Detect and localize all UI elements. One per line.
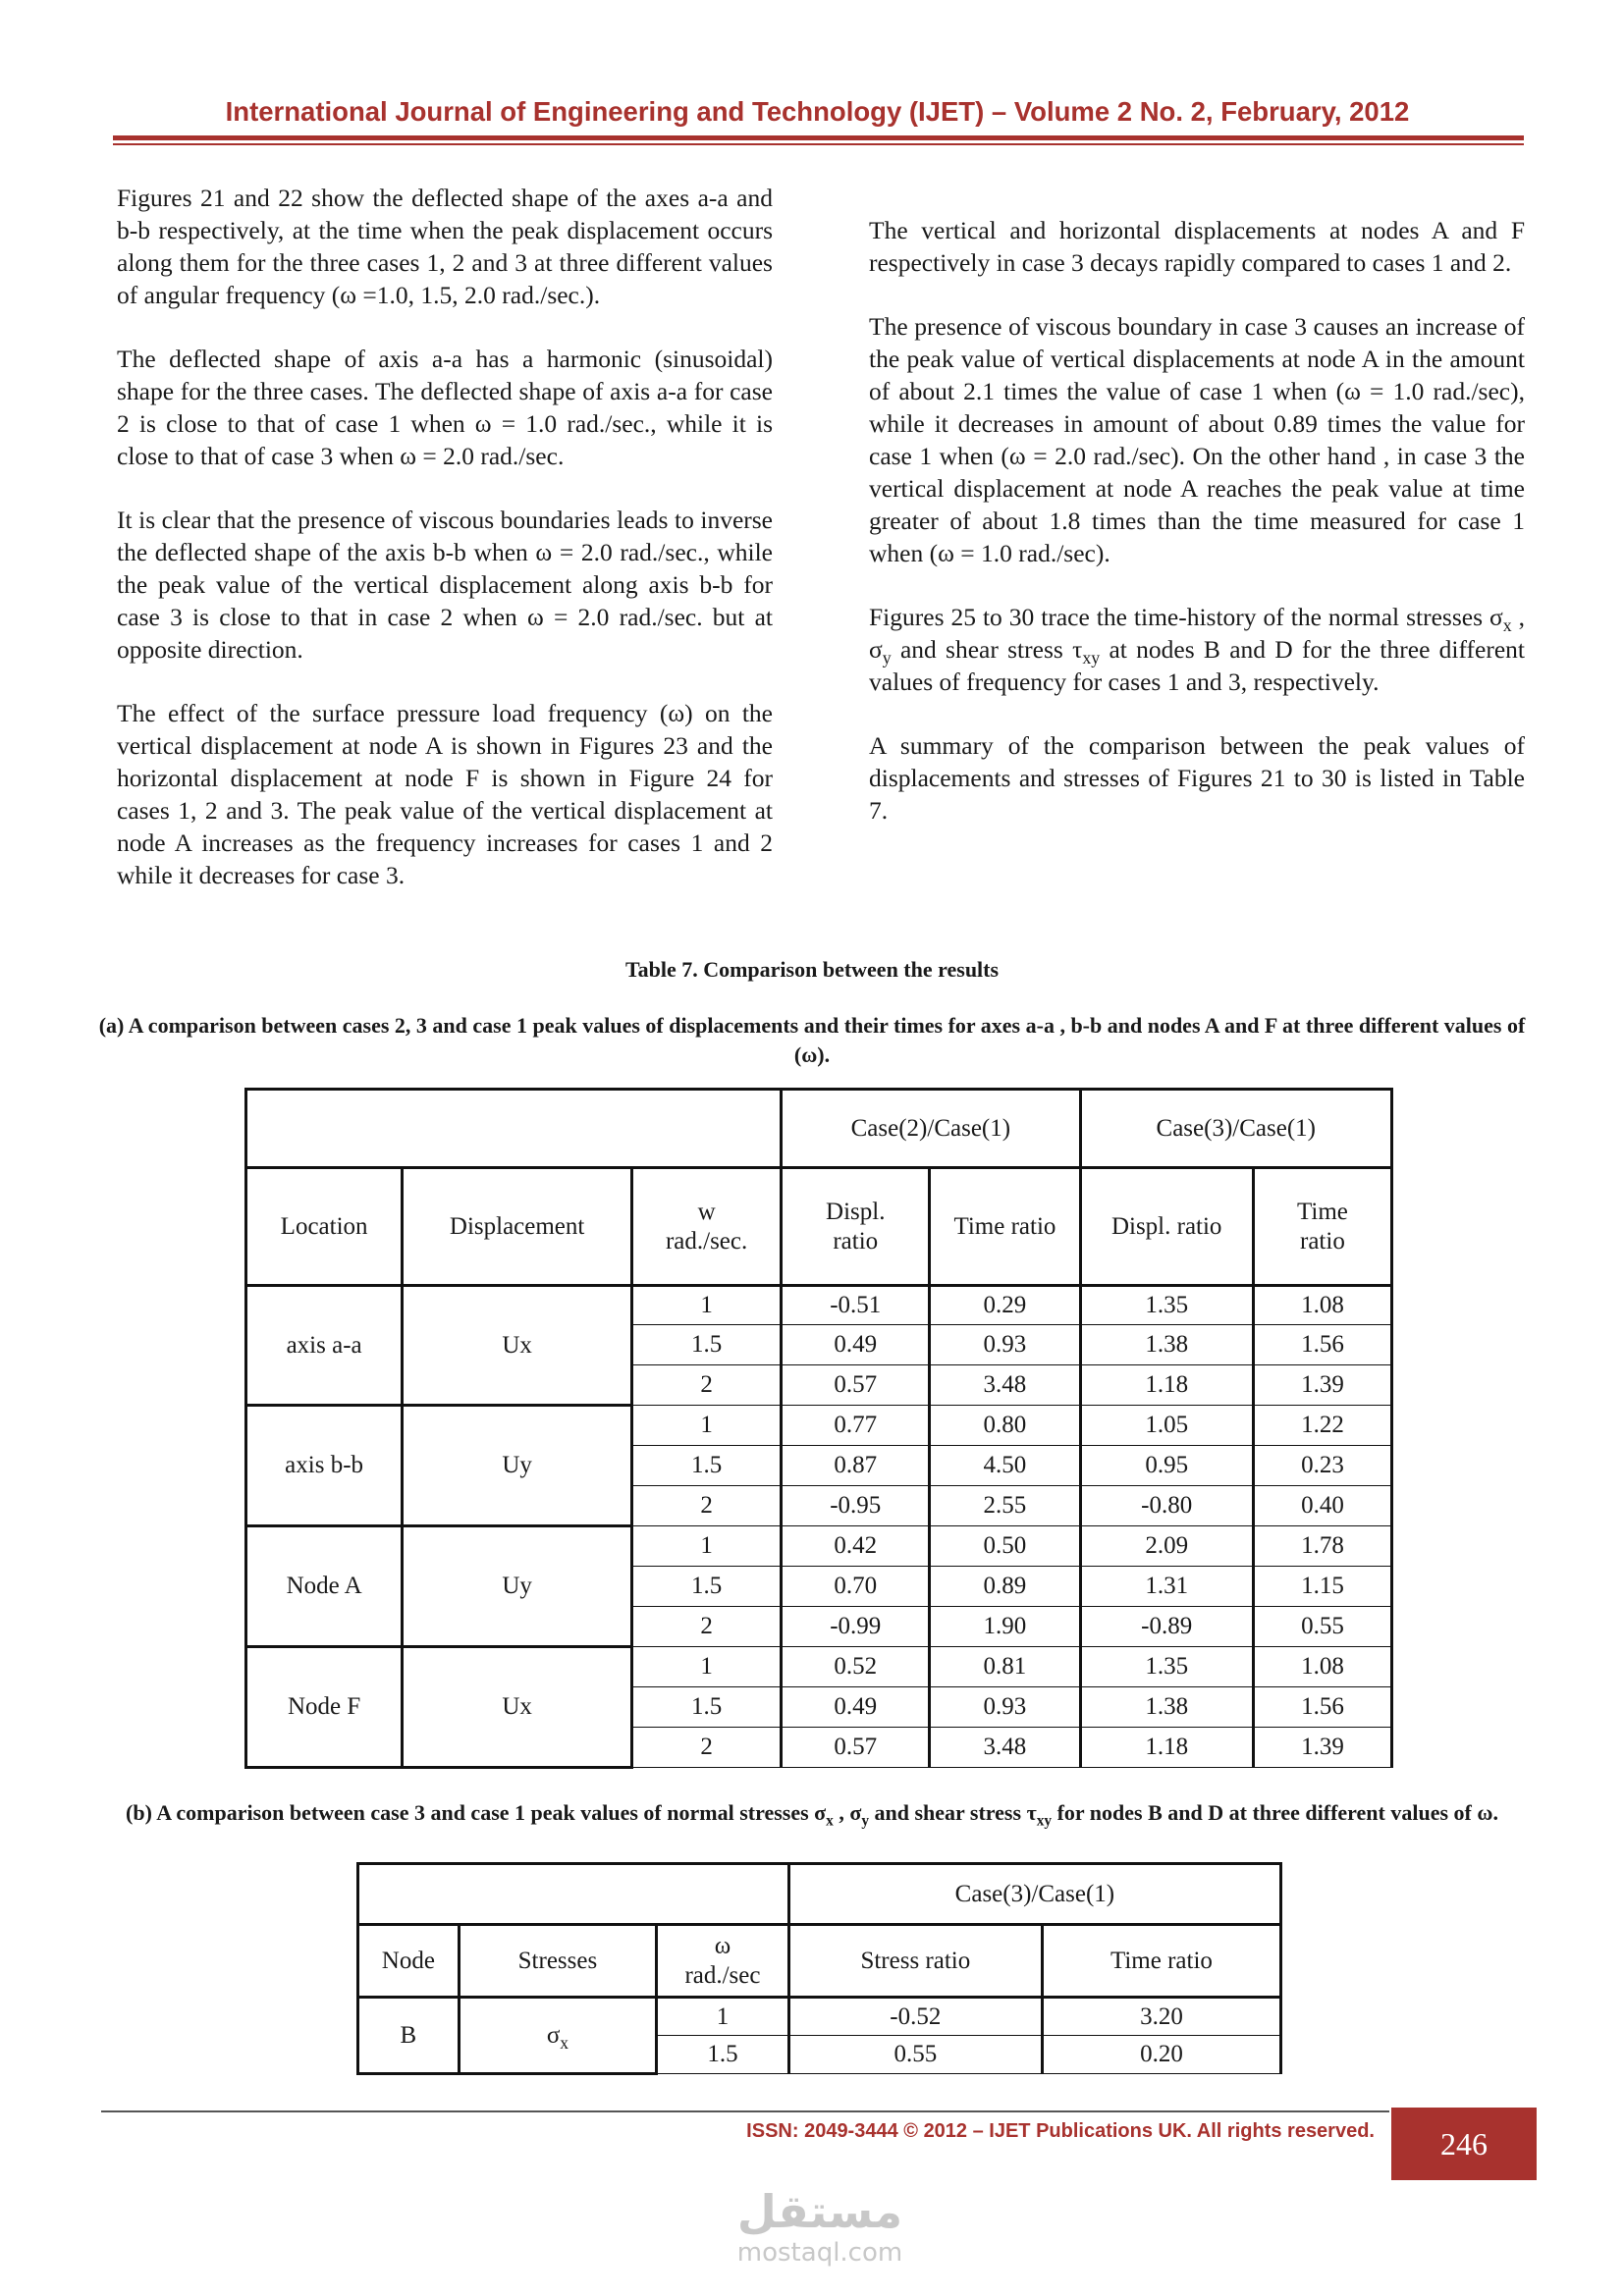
comparison-table-a [244, 1088, 1393, 1769]
right-column [869, 214, 1525, 858]
table-title: Table 7. Comparison between the results [624, 957, 1000, 982]
omega-cell: 1.5 [657, 2036, 789, 2074]
displ-ratio-cell: -0.89 [1080, 1607, 1253, 1647]
displ-ratio-cell: -0.80 [1080, 1486, 1253, 1526]
w-cell: 1.5 [632, 1325, 782, 1365]
displ-ratio-cell: 0.70 [782, 1567, 930, 1607]
paragraph: It is clear that the presence of viscous boundaries leads to inverse the deflected shape of the axis b-b when ω = 2.0 rad./sec., while the peak value of the vertical displacement along axis b-b for case 3 is close to that in case 2 when ω = 2.0 rad./sec. but at opposite direction. [117, 506, 773, 664]
time-ratio-cell: 0.20 [1042, 2036, 1280, 2074]
watermark-arabic: مستقل [736, 2185, 903, 2238]
left-column [117, 182, 773, 923]
header-omega-symbol: ω [714, 1932, 731, 1959]
omega-cell: 1 [657, 1998, 789, 2036]
tau-symbol: τ [1072, 635, 1083, 664]
time-ratio-cell: 2.55 [930, 1486, 1080, 1526]
group-header-case2: Case(2)/Case(1) [782, 1090, 1080, 1168]
w-cell: 2 [632, 1486, 782, 1526]
time-ratio-cell: 1.15 [1253, 1567, 1391, 1607]
sigma-symbol: σ [546, 2021, 561, 2049]
time-ratio-cell: 0.93 [930, 1687, 1080, 1728]
watermark-latin: mostaql.com [736, 2238, 903, 2268]
group-header-case3: Case(3)/Case(1) [788, 1864, 1280, 1925]
table-row [246, 1647, 1392, 1687]
header-text: ratio [1300, 1227, 1345, 1255]
location-cell: Node F [246, 1647, 403, 1768]
w-cell: 1 [632, 1406, 782, 1446]
time-ratio-cell: 3.20 [1042, 1998, 1280, 2036]
w-cell: 1.5 [632, 1567, 782, 1607]
time-ratio-cell: 1.08 [1253, 1647, 1391, 1687]
displ-ratio-cell: 0.42 [782, 1526, 930, 1567]
header-text: Time [1296, 1198, 1348, 1225]
subscript: y [882, 648, 892, 668]
header-time-ratio: Time ratio [930, 1168, 1080, 1286]
sigma-symbol: σ [1489, 603, 1503, 631]
displ-ratio-cell: -0.95 [782, 1486, 930, 1526]
header-node: Node [358, 1925, 460, 1998]
header-stresses: Stresses [459, 1925, 656, 1998]
displ-ratio-cell: 1.18 [1080, 1728, 1253, 1768]
w-cell: 2 [632, 1365, 782, 1406]
header-displ-ratio-3: Displ. ratio [1080, 1168, 1253, 1286]
header-displ-ratio [782, 1168, 930, 1286]
displ-ratio-cell: 1.31 [1080, 1567, 1253, 1607]
displacement-cell: Ux [403, 1286, 632, 1406]
text-run: Figures 25 to 30 trace the time-history of the normal stresses [869, 603, 1489, 631]
time-ratio-cell: 3.48 [930, 1728, 1080, 1768]
text-run: for nodes B and D at three different values of ω. [1052, 1800, 1498, 1825]
header-w-unit: rad./sec. [665, 1227, 748, 1255]
time-ratio-cell: 1.56 [1253, 1687, 1391, 1728]
time-ratio-cell: 1.39 [1253, 1365, 1391, 1406]
displacement-cell: Uy [403, 1526, 632, 1647]
table-row [358, 1998, 1281, 2036]
stress-ratio-cell: -0.52 [788, 1998, 1042, 2036]
paragraph-stresses [869, 601, 1525, 698]
time-ratio-cell: 0.50 [930, 1526, 1080, 1567]
header-rule-thin [113, 143, 1524, 145]
w-cell: 1.5 [632, 1446, 782, 1486]
header-displacement: Displacement [403, 1168, 632, 1286]
time-ratio-cell: 3.48 [930, 1365, 1080, 1406]
header-time-ratio: Time ratio [1042, 1925, 1280, 1998]
w-cell: 1.5 [632, 1687, 782, 1728]
header-location: Location [246, 1168, 403, 1286]
displ-ratio-cell: 0.57 [782, 1365, 930, 1406]
watermark-logo [722, 2184, 918, 2267]
w-cell: 1 [632, 1526, 782, 1567]
displ-ratio-cell: 0.95 [1080, 1446, 1253, 1486]
displ-ratio-cell: 1.05 [1080, 1406, 1253, 1446]
text-run: , [833, 1800, 850, 1825]
text-run: at nodes B and D for the three different values of frequency for cases 1 and 3, respectively. [869, 635, 1525, 696]
text-run: and shear stress [869, 1800, 1027, 1825]
displ-ratio-cell: -0.99 [782, 1607, 930, 1647]
subscript: x [1502, 615, 1512, 636]
sigma-symbol: σ [869, 635, 883, 664]
subscript: xy [1082, 648, 1101, 668]
comparison-table-b [356, 1862, 1282, 2075]
w-cell: 1 [632, 1647, 782, 1687]
time-ratio-cell: 1.78 [1253, 1526, 1391, 1567]
table-row [246, 1406, 1392, 1446]
time-ratio-cell: 1.56 [1253, 1325, 1391, 1365]
time-ratio-cell: 4.50 [930, 1446, 1080, 1486]
header-text: ratio [833, 1227, 879, 1255]
time-ratio-cell: 0.29 [930, 1286, 1080, 1325]
node-cell: B [358, 1998, 460, 2074]
footer-copyright: ISSN: 2049-3444 © 2012 – IJET Publications UK. All rights reserved. [746, 2120, 1375, 2142]
subscript: x [560, 2032, 569, 2053]
displ-ratio-cell: 1.38 [1080, 1325, 1253, 1365]
stress-cell [459, 1998, 656, 2074]
displ-ratio-cell: 0.77 [782, 1406, 930, 1446]
table-row [246, 1286, 1392, 1325]
w-cell: 1 [632, 1286, 782, 1325]
header-omega-unit: rad./sec [684, 1961, 761, 1989]
displacement-cell: Uy [403, 1406, 632, 1526]
header-w-symbol: w [697, 1198, 716, 1225]
w-cell: 2 [632, 1607, 782, 1647]
location-cell: axis a-a [246, 1286, 403, 1406]
time-ratio-cell: 0.93 [930, 1325, 1080, 1365]
time-ratio-cell: 0.80 [930, 1406, 1080, 1446]
time-ratio-cell: 0.55 [1253, 1607, 1391, 1647]
paragraph: The effect of the surface pressure load frequency (ω) on the vertical displacement at node A is shown in Figures 23 and the horizontal displacement at node F is shown in Figure 24 for cases 1, 2 and 3. The peak value of the vertical displacement at node A increases as the frequency increases for cases 1 and 2 while it decreases for case 3. [117, 699, 773, 889]
footer-rule [101, 2110, 1389, 2112]
displ-ratio-cell: 0.57 [782, 1728, 930, 1768]
time-ratio-cell: 0.23 [1253, 1446, 1391, 1486]
text-run: (b) A comparison between case 3 and case 1 peak values of normal stresses [126, 1800, 815, 1825]
time-ratio-cell: 0.40 [1253, 1486, 1391, 1526]
table-row [246, 1526, 1392, 1567]
stress-ratio-cell: 0.55 [788, 2036, 1042, 2074]
text-run: and shear stress [891, 635, 1073, 664]
tau-symbol: τ [1026, 1800, 1037, 1825]
subscript: x [826, 1812, 834, 1830]
time-ratio-cell: 1.22 [1253, 1406, 1391, 1446]
sigma-symbol: σ [849, 1800, 862, 1825]
header-stress-ratio: Stress ratio [788, 1925, 1042, 1998]
header-text: Displ. [826, 1198, 886, 1225]
location-cell: axis b-b [246, 1406, 403, 1526]
table-a-caption: (a) A comparison between cases 2, 3 and case 1 peak values of displacements and their times for axes a-a , b-b and nodes A and F at three different values of (ω). [98, 1013, 1526, 1067]
displ-ratio-cell: 0.87 [782, 1446, 930, 1486]
w-cell: 2 [632, 1728, 782, 1768]
displ-ratio-cell: 0.52 [782, 1647, 930, 1687]
paragraph: Figures 21 and 22 show the deflected shape of the axes a-a and b-b respectively, at the time when the peak displacement occurs along them for the three cases 1, 2 and 3 at three different values of angular frequency (ω =1.0, 1.5, 2.0 rad./sec.). [117, 184, 773, 309]
table-b-caption [98, 1798, 1526, 1828]
time-ratio-cell: 0.81 [930, 1647, 1080, 1687]
text-run: , [1511, 603, 1525, 631]
displ-ratio-cell: 1.35 [1080, 1286, 1253, 1325]
empty-header-cell [246, 1090, 782, 1168]
header-time-ratio-3 [1253, 1168, 1391, 1286]
paragraph: The vertical and horizontal displacements at nodes A and F respectively in case 3 decays rapidly compared to cases 1 and 2. [869, 216, 1525, 277]
displ-ratio-cell: 0.49 [782, 1325, 930, 1365]
time-ratio-cell: 0.89 [930, 1567, 1080, 1607]
paragraph: A summary of the comparison between the peak values of displacements and stresses of Figures 21 to 30 is listed in Table 7. [869, 731, 1525, 825]
subscript: xy [1036, 1812, 1053, 1830]
paragraph: The deflected shape of axis a-a has a harmonic (sinusoidal) shape for the three cases. The deflected shape of axis a-a for case 2 is close to that of case 1 when ω = 1.0 rad./sec., while it is close to that of case 3 when ω = 2.0 rad./sec. [117, 345, 773, 470]
displ-ratio-cell: 1.38 [1080, 1687, 1253, 1728]
header-rule [113, 135, 1524, 140]
displ-ratio-cell: -0.51 [782, 1286, 930, 1325]
subscript: y [861, 1812, 870, 1830]
journal-header: International Journal of Engineering and Technology (IJET) – Volume 2 No. 2, February, 2012 [225, 96, 1410, 127]
page-number: 246 [1391, 2108, 1537, 2180]
displ-ratio-cell: 0.49 [782, 1687, 930, 1728]
time-ratio-cell: 1.90 [930, 1607, 1080, 1647]
displ-ratio-cell: 1.35 [1080, 1647, 1253, 1687]
location-cell: Node A [246, 1526, 403, 1647]
displacement-cell: Ux [403, 1647, 632, 1768]
paragraph: The presence of viscous boundary in case 3 causes an increase of the peak value of vertical displacements at node A in the amount of about 2.1 times the value of case 1 when (ω = 1.0 rad./sec), while it decreases in amount of about 0.89 times the value for case 1 when (ω = 2.0 rad./sec). On the other hand , in case 3 the vertical displacement at node A reaches the peak value at time greater of about 1.8 times than the time measured for case 1 when (ω = 1.0 rad./sec). [869, 312, 1525, 567]
time-ratio-cell: 1.08 [1253, 1286, 1391, 1325]
empty-header-cell [358, 1864, 789, 1925]
sigma-symbol: σ [814, 1800, 827, 1825]
header-w [632, 1168, 782, 1286]
group-header-case3: Case(3)/Case(1) [1080, 1090, 1391, 1168]
header-omega [657, 1925, 789, 1998]
displ-ratio-cell: 1.18 [1080, 1365, 1253, 1406]
displ-ratio-cell: 2.09 [1080, 1526, 1253, 1567]
time-ratio-cell: 1.39 [1253, 1728, 1391, 1768]
